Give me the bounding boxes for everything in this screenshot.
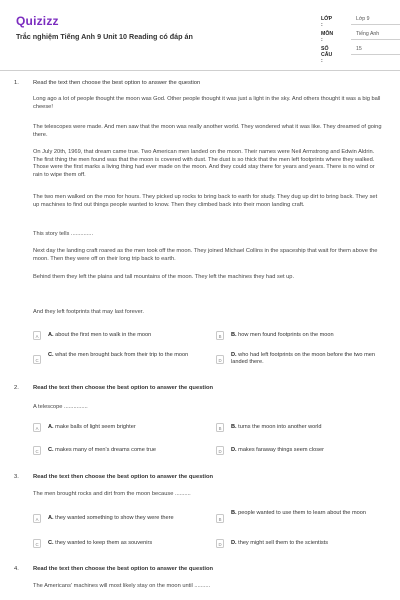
- question-number: 1.: [14, 80, 19, 86]
- option-letter-box[interactable]: C: [33, 446, 41, 455]
- question-number: 4.: [14, 566, 19, 572]
- question-prompt: Read the text then choose the best option to answer the question: [33, 566, 214, 572]
- meta-count-value: 15: [356, 46, 362, 52]
- option-text: D. who had left footprints on the moon before the two men landed there.: [231, 352, 375, 366]
- meta-subject-key: MÔN :: [321, 31, 334, 43]
- quizizz-logo: Quizizz: [16, 14, 59, 28]
- option-letter-box[interactable]: C: [33, 539, 41, 548]
- option-letter-box[interactable]: B: [216, 423, 224, 432]
- option-text: D. makes faraway things seem closer: [231, 447, 324, 453]
- question-number: 3.: [14, 474, 19, 480]
- option-text: C. makes many of men's dreams come true: [48, 447, 157, 453]
- passage-paragraph: Long ago a lot of people thought the moon was God. Other people thought it was just a light in the sky. And others thought it was a big ball cheese!: [33, 96, 381, 110]
- question-prompt: Read the text then choose the best option to answer the question: [33, 80, 201, 86]
- option-letter-box[interactable]: D: [216, 446, 224, 455]
- question-stem: A telescope ...............: [33, 404, 88, 410]
- document-title: Trắc nghiệm Tiếng Anh 9 Unit 10 Reading có đáp án: [16, 32, 193, 41]
- option-letter-box[interactable]: A: [33, 331, 41, 340]
- option-text: A. make balls of light seem brighter: [48, 424, 136, 430]
- passage-paragraph: Behind them they left the plains and tall mountains of the moon. They left the machines they had set up.: [33, 274, 295, 280]
- meta-count-key: SỐ CÂU :: [321, 46, 333, 64]
- passage-paragraph: The telescopes were made. And men saw that the moon was really another world. They wondered what it was like. They dreamed of going there.: [33, 124, 382, 138]
- question-number: 2.: [14, 385, 19, 391]
- passage-paragraph: This story tells ..............: [33, 231, 94, 237]
- question-stem: The Americans' machines will most likely stay on the moon until ..........: [33, 583, 211, 589]
- option-text: B. how men found footprints on the moon: [231, 332, 334, 338]
- option-text: A. about the first men to walk in the moon: [48, 332, 152, 338]
- option-letter-box[interactable]: C: [33, 355, 41, 364]
- question-prompt: Read the text then choose the best option to answer the question: [33, 474, 214, 480]
- option-text: C. what the men brought back from their trip to the moon: [48, 352, 189, 358]
- passage-paragraph: Next day the landing craft roared as the men took off the moon. They joined Michael Collins in the spaceship that wait for them above the moon. Then they were off on their long trip back to earth.: [33, 248, 378, 262]
- option-letter-box[interactable]: D: [216, 539, 224, 548]
- option-letter-box[interactable]: A: [33, 514, 41, 523]
- header-divider: [0, 70, 400, 71]
- question-stem: The men brought rocks and dirt from the moon because ..........: [33, 491, 191, 497]
- meta-subject-value: Tiếng Anh: [356, 31, 380, 37]
- passage-paragraph: The two men walked on the moo for hours. They picked up rocks to bring back to earth for study. They dug up dirt to bring back. They set up machines to find out things people wanted to know. Then they climbed back into their moon landing craft.: [33, 194, 378, 208]
- option-text: A. they wanted something to show they were there: [48, 515, 174, 521]
- passage-paragraph: On July 20th, 1969, that dream came true. Two American men landed on the moon. Their names were Neil Armstrong and Edwin Aldrin. The first thing the men found was that the moon is covered with dust. The dust is so thick that the men left footprints where they walked. Those were the first marks a living thing had ever made on the moon. And they could stay there for years and years. There is no wind or rain to wipe them off.: [33, 149, 375, 178]
- passage-paragraph: And they left footprints that may last forever.: [33, 309, 144, 315]
- option-text: B. turns the moon into another world: [231, 424, 322, 430]
- meta-class-key: LỚP :: [321, 16, 332, 28]
- option-text: C. they wanted to keep them as souvenirs: [48, 540, 153, 546]
- option-letter-box[interactable]: B: [216, 331, 224, 340]
- page-header: [0, 0, 400, 70]
- option-letter-box[interactable]: D: [216, 355, 224, 364]
- question-prompt: Read the text then choose the best option to answer the question: [33, 385, 214, 391]
- option-letter-box[interactable]: B: [216, 514, 224, 523]
- option-text: D. they might sell them to the scientists: [231, 540, 329, 546]
- option-text: B. people wanted to use them to learn about the moon: [231, 510, 366, 516]
- meta-class-value: Lớp 9: [356, 16, 370, 22]
- option-letter-box[interactable]: A: [33, 423, 41, 432]
